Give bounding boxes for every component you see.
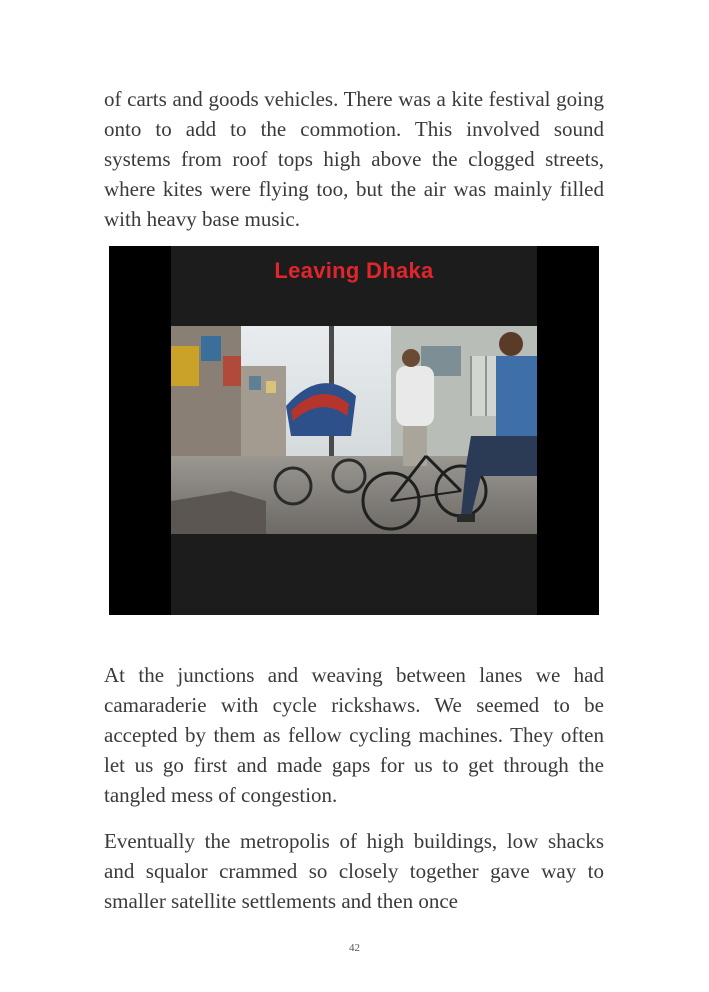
body-paragraph-2: At the junctions and weaving between lanes we had camaraderie with cycle rickshaws. We seemed to be accepted by them as fellow cycling machines. They often let us go first and made gaps for us to get through the tangled mess of congestion. [104, 663, 604, 807]
cyclist-shirt [396, 366, 434, 426]
body-paragraph-3: Eventually the metropolis of high buildings, low shacks and squalor crammed so closely together gave way to smaller satellite settlements and then once [104, 829, 604, 913]
man-head [499, 332, 523, 356]
page-number: 42 [349, 942, 360, 954]
cyclist-head [402, 349, 420, 367]
video-still-figure [109, 246, 599, 615]
street-scene-photo [171, 326, 537, 534]
video-title: Leaving Dhaka [274, 258, 434, 283]
man-body [496, 356, 537, 436]
body-paragraph-1: of carts and goods vehicles. There was a kite festival going onto to add to the commotion. This involved sound systems from roof tops high above the clogged streets, where kites were flying too, but the air was mainly filled with heavy base music. [104, 87, 604, 231]
